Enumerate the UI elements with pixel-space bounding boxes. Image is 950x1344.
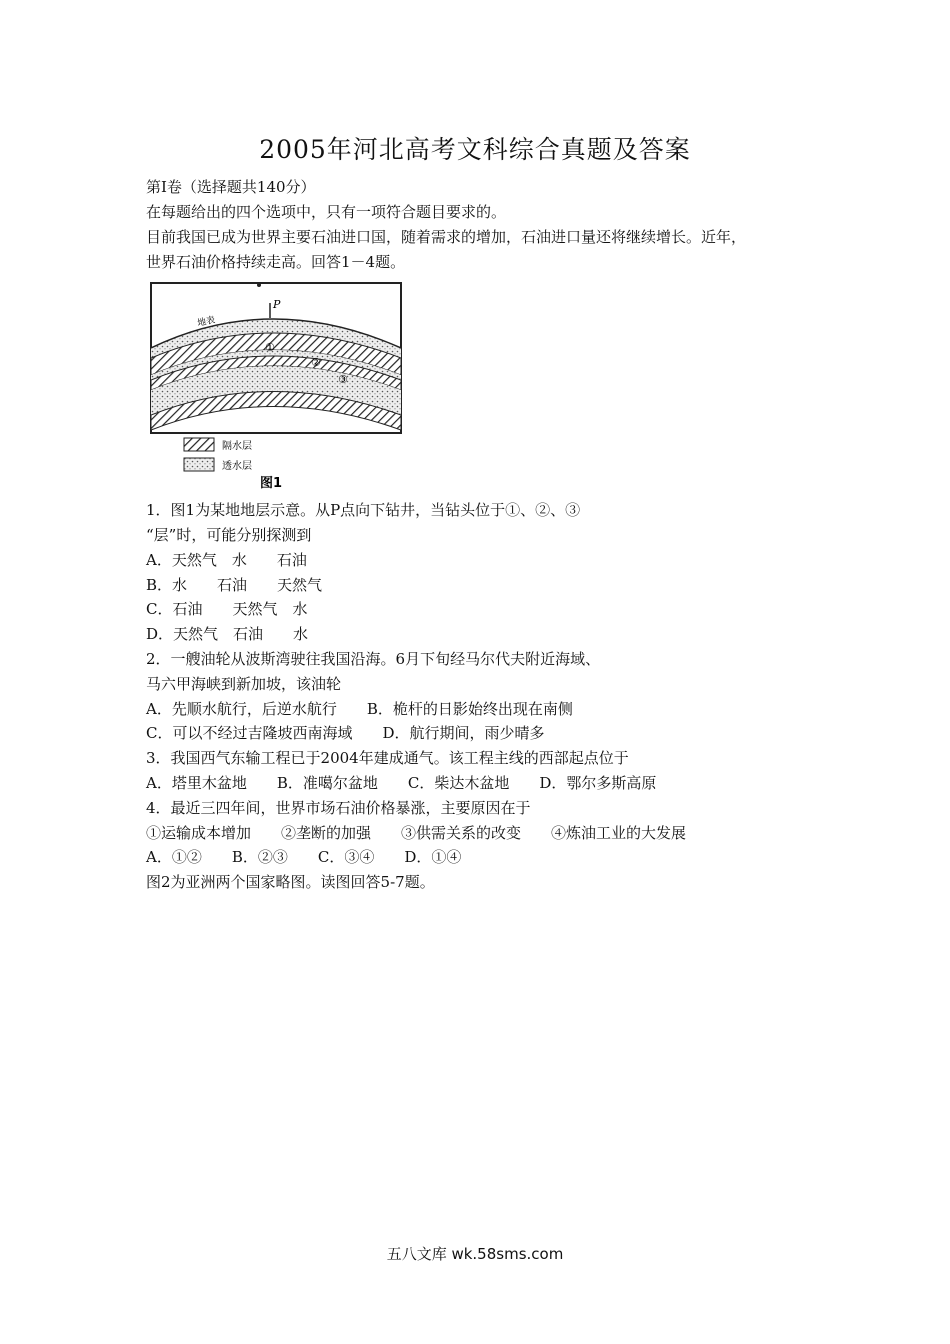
layer-mark-2: ② [311, 356, 321, 369]
intro-line-1: 目前我国已成为世界主要石油进口国，随着需求的增加，石油进口量还将继续增长。近年， [146, 228, 747, 246]
point-p-label: P [273, 298, 281, 311]
strata-svg [146, 280, 406, 490]
q1-option-b: B．水 石油 天然气 [146, 576, 323, 594]
q3-options: A．塔里木盆地 B．准噶尔盆地 C．柴达木盆地 D．鄂尔多斯高原 [146, 774, 657, 792]
q3-stem: 3．我国西气东输工程已于2004年建成通气。该工程主线的西部起点位于 [146, 749, 629, 767]
q2-stem-line-2: 马六甲海峡到新加坡，该油轮 [146, 675, 342, 693]
q1-stem-line-1: 1．图1为某地地层示意。从P点向下钻井，当钻头位于①、②、③ [146, 501, 581, 519]
q2-options-ab: A．先顺水航行，后逆水航行 B．桅杆的日影始终出现在南侧 [146, 700, 573, 718]
surface-label: 地表 [196, 315, 217, 329]
q1-option-d: D．天然气 石油 水 [146, 625, 309, 643]
intro-line-2: 世界石油价格持续走高。回答1－4题。 [146, 253, 406, 271]
instruction-text: 在每题给出的四个选项中，只有一项符合题目要求的。 [146, 203, 507, 221]
legend-permeable-label: 透水层 [222, 461, 252, 472]
section-heading: 第I卷（选择题共140分） [146, 178, 316, 196]
legend-hatched-swatch [184, 438, 214, 451]
q2-stem-line-1: 2．一艘油轮从波斯湾驶往我国沿海。6月下旬经马尔代夫附近海域、 [146, 650, 601, 668]
q1-option-c: C．石油 天然气 水 [146, 600, 308, 618]
footer-watermark: 五八文库 wk.58sms.com [386, 1245, 564, 1263]
figure-caption: 图1 [260, 476, 283, 490]
layer-mark-1: ① [265, 341, 275, 354]
legend-impermeable-label: 隔水层 [222, 441, 252, 452]
q1-option-a: A．天然气 水 石油 [146, 551, 307, 569]
layer-mark-3: ③ [338, 373, 348, 386]
q4-items: ①运输成本增加 ②垄断的加强 ③供需关系的改变 ④炼油工业的大发展 [146, 824, 687, 842]
q2-options-cd: C．可以不经过吉隆坡西南海域 D．航行期间，雨少晴多 [146, 724, 545, 742]
q4-options: A．①② B．②③ C．③④ D．①④ [146, 848, 462, 866]
page-title: 2005年河北高考文科综合真题及答案 [259, 135, 691, 164]
figure-1-strata-diagram [146, 280, 406, 490]
q1-stem-line-2: “层”时，可能分别探测到 [146, 526, 312, 544]
q4-stem: 4．最近三四年间，世界市场石油价格暴涨，主要原因在于 [146, 799, 531, 817]
next-section-intro: 图2为亚洲两个国家略图。读图回答5-7题。 [146, 873, 435, 891]
top-dot [257, 283, 261, 287]
legend-dotted-swatch [184, 458, 214, 471]
